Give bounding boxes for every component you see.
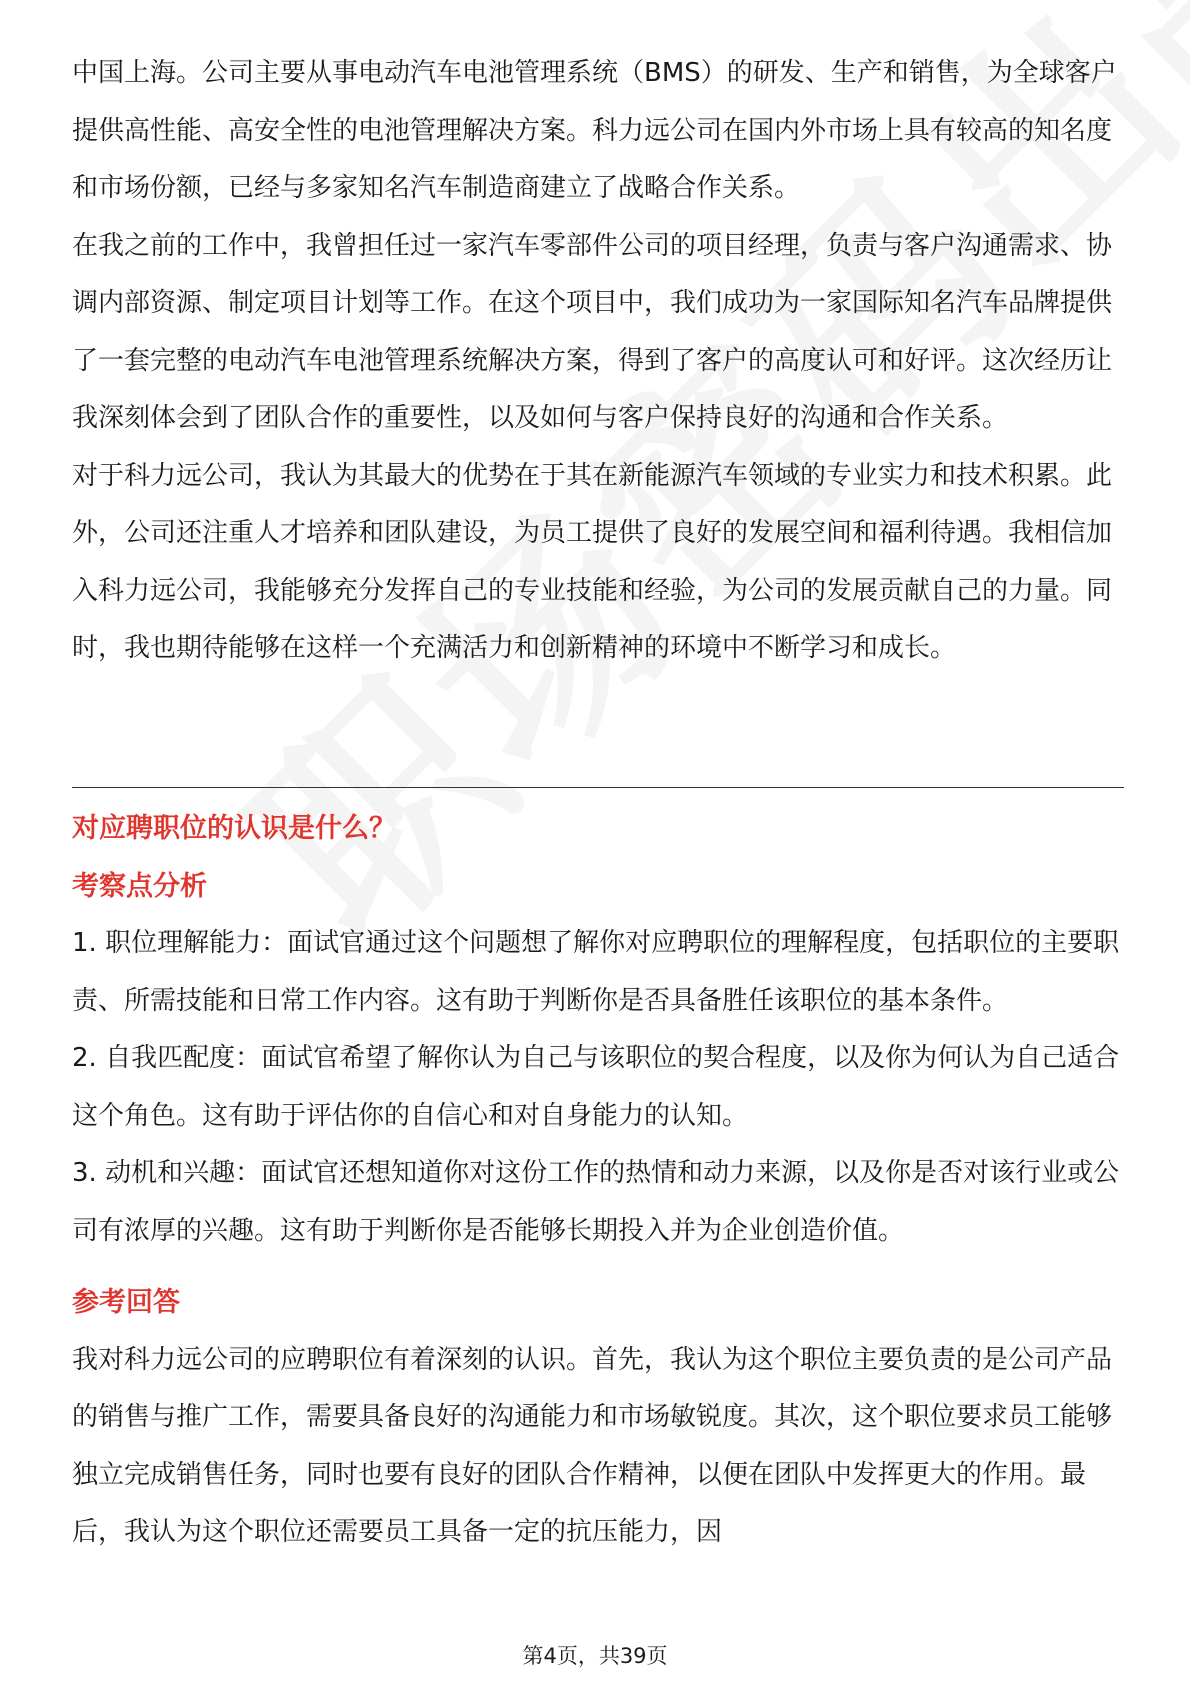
analysis-point: 1. 职位理解能力：面试官通过这个问题想了解你对应聘职位的理解程度，包括职位的主要职责、所需技能和日常工作内容。这有助于判断你是否具备胜任该职位的基本条件。: [72, 928, 1120, 1016]
question-title: 对应聘职位的认识是什么？: [72, 813, 396, 844]
answer-paragraph: 我对科力远公司的应聘职位有着深刻的认识。首先，我认为这个职位主要负责的是公司产品的销售与推广工作，需要具备良好的沟通能力和市场敏锐度。其次，这个职位要求员工能够独立完成销售任务，同时也要有良好的团队合作精神，以便在团队中发挥更大的作用。最后，我认为这个职位还需要员工具备一定的抗压能力，因: [72, 1344, 1113, 1547]
intro-paragraph: 中国上海。公司主要从事电动汽车电池管理系统（BMS）的研发、生产和销售，为全球客户提供高性能、高安全性的电池管理解决方案。科力远公司在国内外市场上具有较高的知名度和市场份额，已经与多家知名汽车制造商建立了战略合作关系。: [72, 58, 1117, 203]
analysis-point: 3. 动机和兴趣：面试官还想知道你对这份工作的热情和动力来源，以及你是否对该行业或公司有浓厚的兴趣。这有助于判断你是否能够长期投入并为企业创造价值。: [72, 1158, 1120, 1246]
analysis-point: 2. 自我匹配度：面试官希望了解你认为自己与该职位的契合程度，以及你为何认为自己适合这个角色。这有助于评估你的自信心和对自身能力的认知。: [72, 1043, 1120, 1131]
section-divider: [72, 787, 1124, 788]
answer-title: 参考回答: [72, 1287, 180, 1318]
analysis-title: 考察点分析: [72, 870, 207, 902]
intro-section: [72, 45, 1122, 678]
question-section: [72, 800, 1122, 1562]
intro-paragraph: 对于科力远公司，我认为其最大的优势在于其在新能源汽车领域的专业实力和技术积累。此外，公司还注重人才培养和团队建设，为员工提供了良好的发展空间和福利待遇。我相信加入科力远公司，我能够充分发挥自己的专业技能和经验，为公司的发展贡献自己的力量。同时，我也期待能够在这样一个充满活力和创新精神的环境中不断学习和成长。: [72, 460, 1113, 663]
intro-paragraph: 在我之前的工作中，我曾担任过一家汽车零部件公司的项目经理，负责与客户沟通需求、协调内部资源、制定项目计划等工作。在这个项目中，我们成功为一家国际知名汽车品牌提供了一套完整的电动汽车电池管理系统解决方案，得到了客户的高度认可和好评。这次经历让我深刻体会到了团队合作的重要性，以及如何与客户保持良好的沟通和合作关系。: [72, 230, 1113, 433]
page-footer: 第4页，共39页: [522, 1644, 668, 1668]
